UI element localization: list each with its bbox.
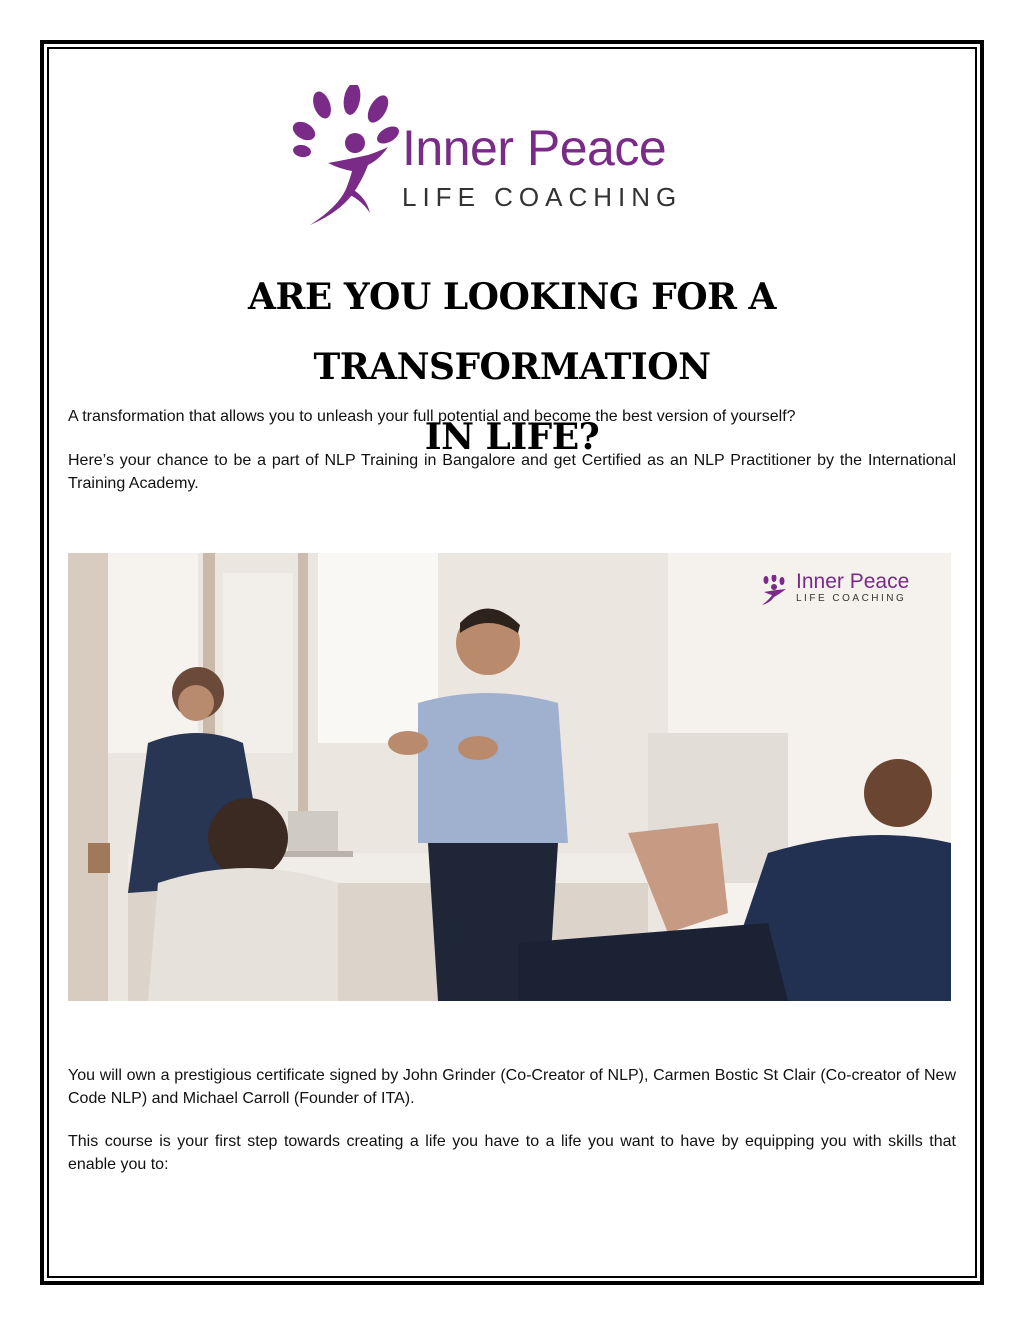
certificate-paragraph: You will own a prestigious certificate signed by John Grinder (Co-Creator of NLP), Carmen Bostic St Clair (Co-creator of New Code NLP) and Michael Carroll (Founder of ITA). (68, 1067, 956, 1107)
page-title-line2: IN LIFE? (424, 416, 600, 458)
photo-logo-subtitle: LIFE COACHING (796, 593, 907, 604)
logo-text (402, 120, 682, 212)
nlp-training-paragraph: Here’s your chance to be a part of NLP Training in Bangalore and get Certified as an NLP Practitioner by the International Training Academy. (68, 452, 956, 492)
logo-title: Inner Peace (402, 120, 667, 176)
logo-subtitle: LIFE COACHING (402, 182, 683, 212)
page-title-line1: ARE YOU LOOKING FOR A TRANSFORMATION (248, 276, 776, 388)
tree-person-icon (290, 85, 402, 225)
coaching-session-photo (68, 553, 951, 1001)
photo-logo (796, 571, 909, 605)
photo-logo-icon (756, 575, 794, 605)
photo-logo-title: Inner Peace (796, 570, 910, 593)
intro-paragraph: A transformation that allows you to unleash your full potential and become the best version of yourself? (68, 408, 796, 425)
course-paragraph: This course is your first step towards creating a life you have to a life you want to have by equipping you with skills that enable you to: (68, 1133, 956, 1173)
page-title (70, 262, 954, 472)
